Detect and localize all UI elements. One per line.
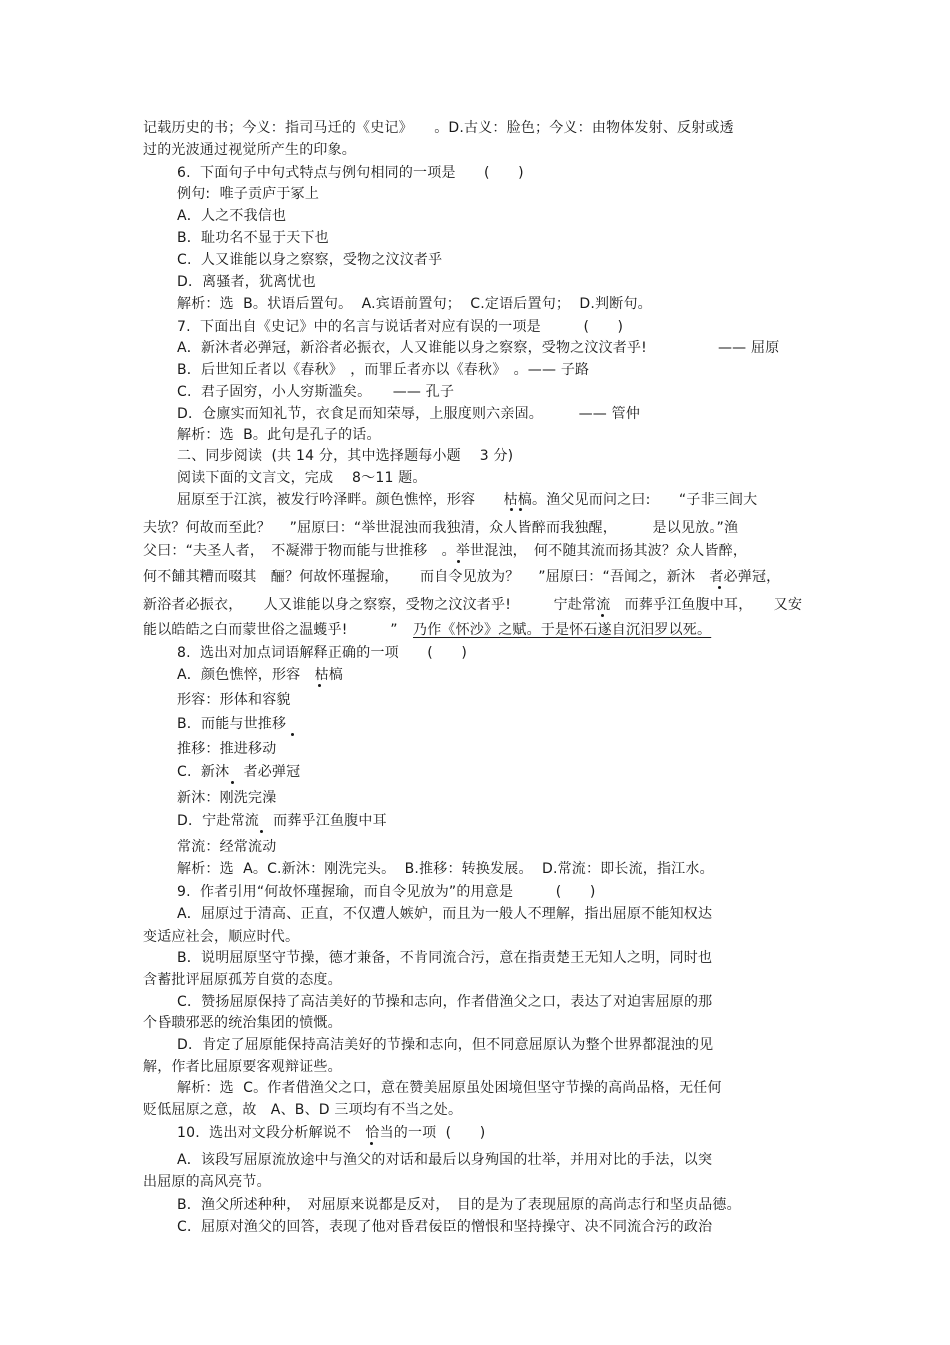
option-a: A．新沐者必弹冠，新浴者必振衣，人又谁能以身之察察，受物之汶汶者乎! —— 屈原 — [177, 340, 780, 356]
passage-line: 新浴者必振衣， 人又谁能以身之察察，受物之汶汶者乎! 宁赴常流 而葬乎江鱼腹中耳， 又安 — [143, 597, 803, 613]
option-b: B．渔父所述种种， 对屈原来说都是反对， 目的是为了表现屈原的高尚志行和坚贞品德。 — [177, 1197, 741, 1213]
text-line: 过的光波通过视觉所产生的印象。 — [143, 142, 356, 158]
text-line: 含蓄批评屈原孤芳自赏的态度。 — [143, 972, 342, 988]
option-c: C. 新沐 者必弹冠 — [177, 764, 301, 780]
explanation: 推移：推进移动 — [177, 741, 277, 757]
explanation: 形容：形体和容貌 — [177, 692, 291, 708]
option-b: B．后世知丘者以《春秋》 ，而罪丘者亦以《春秋》 。—— 子路 — [177, 362, 590, 378]
passage-line: 父曰：“夫圣人者， 不凝滞于物而能与世推移 。举世混浊， 何不随其流而扬其波？众人皆醉， — [143, 543, 748, 559]
option-a: A．该段写屈原流放途中与渔父的对话和最后以身殉国的壮举，并用对比的手法，以突 — [177, 1152, 713, 1168]
option-d: D．离骚者，犹离忧也 — [177, 274, 316, 290]
text-line: 变适应社会，顺应时代。 — [143, 929, 300, 945]
option-c: C. 人又谁能以身之察察，受物之汶汶者乎 — [177, 252, 443, 268]
analysis: 解析：选 B。此句是孔子的话。 — [177, 427, 381, 443]
analysis: 解析：选 A。C.新沐：刚洗完头。 B.推移：转换发展。 D.常流：即长流，指江水。 — [177, 861, 714, 877]
text-line: 个昏聩邪恶的统治集团的愤慨。 — [143, 1015, 342, 1031]
section-heading: 二、同步阅读 (共 14 分，其中选择题每小题 3 分) — [177, 448, 514, 464]
question-10: 10. 选出对文段分析解说不 恰当的一项 ( ) — [177, 1125, 486, 1141]
option-d: D．宁赴常流 而葬乎江鱼腹中耳 — [177, 813, 387, 829]
option-d: D．仓廪实而知礼节，衣食足而知荣辱，上服度则六亲固。 —— 管仲 — [177, 406, 641, 422]
option-b: B．而能与世推移 — [177, 716, 287, 732]
text-line: 记载历史的书；今义：指司马迁的《史记》 。D.古义：脸色；今义：由物体发射、反射或透 — [143, 120, 734, 136]
text-line: 出屈原的高风亮节。 — [143, 1174, 271, 1190]
question-6: 6. 下面句子中句式特点与例句相同的一项是 ( ) — [177, 165, 524, 181]
option-c: C．赞扬屈原保持了高洁美好的节操和志向，作者借渔父之口，表达了对迫害屈原的那 — [177, 994, 713, 1010]
text-line: 阅读下面的文言文，完成 8～11 题。 — [177, 470, 427, 486]
explanation: 新沐：刚洗完澡 — [177, 790, 277, 806]
analysis: 解析：选 B。状语后置句。 A.宾语前置句； C.定语后置句； D.判断句。 — [177, 296, 652, 312]
passage-line-underlined: 乃作《怀沙》之赋。于是怀石遂自沉汨罗以死。 — [413, 622, 712, 638]
passage-line: 能以皓皓之白而蒙世俗之温蠖乎! ” — [143, 622, 398, 638]
passage-line: 何不餔其糟而啜其 酾？何故怀瑾握瑜， 而自令见放为？ ”屈原曰：“吾闻之，新沐 者必弹冠， — [143, 569, 781, 585]
option-b: B．说明屈原坚守节操，德才兼备，不肯同流合污，意在指责楚王无知人之明，同时也 — [177, 950, 713, 966]
text-line: 解，作者比屈原要客观辩证些。 — [143, 1059, 342, 1075]
option-a: A．屈原过于清高、正直，不仅遭人嫉妒，而且为一般人不理解，指出屈原不能知权达 — [177, 906, 713, 922]
option-b: B．耻功名不显于天下也 — [177, 230, 329, 246]
passage-line: 屈原至于江滨，被发行吟泽畔。颜色憔悴，形容 枯槁。渔父见而问之曰: “子非三闾大 — [177, 492, 758, 508]
text-line: 贬低屈原之意，故 A、B、D 三项均有不当之处。 — [143, 1102, 463, 1118]
option-a: A．颜色憔悴，形容 枯槁 — [177, 667, 343, 683]
question-7: 7. 下面出自《史记》中的名言与说话者对应有误的一项是 ( ) — [177, 319, 624, 335]
explanation: 常流：经常流动 — [177, 839, 277, 855]
option-c: C. 君子固穷，小人穷斯滥矣。 —— 孔子 — [177, 384, 455, 400]
option-a: A．人之不我信也 — [177, 208, 287, 224]
analysis: 解析：选 C。作者借渔父之口，意在赞美屈原虽处困境但坚守节操的高尚品格，无任何 — [177, 1080, 722, 1096]
question-9: 9. 作者引用“何故怀瑾握瑜，而自令见放为”的用意是 ( ) — [177, 884, 596, 900]
question-8: 8. 选出对加点词语解释正确的一项 ( ) — [177, 645, 467, 661]
option-c: C．屈原对渔父的回答，表现了他对昏君佞臣的憎恨和坚持操守、决不同流合污的政治 — [177, 1219, 713, 1235]
text-line: 例句: 唯子贡庐于冢上 — [177, 186, 320, 202]
passage-line: 夫欤？何故而至此？ ”屈原曰：“举世混浊而我独清，众人皆醉而我独醒， 是以见放。”渔 — [143, 520, 739, 536]
option-d: D．肯定了屈原能保持高洁美好的节操和志向，但不同意屈原认为整个世界都混浊的见 — [177, 1037, 714, 1053]
